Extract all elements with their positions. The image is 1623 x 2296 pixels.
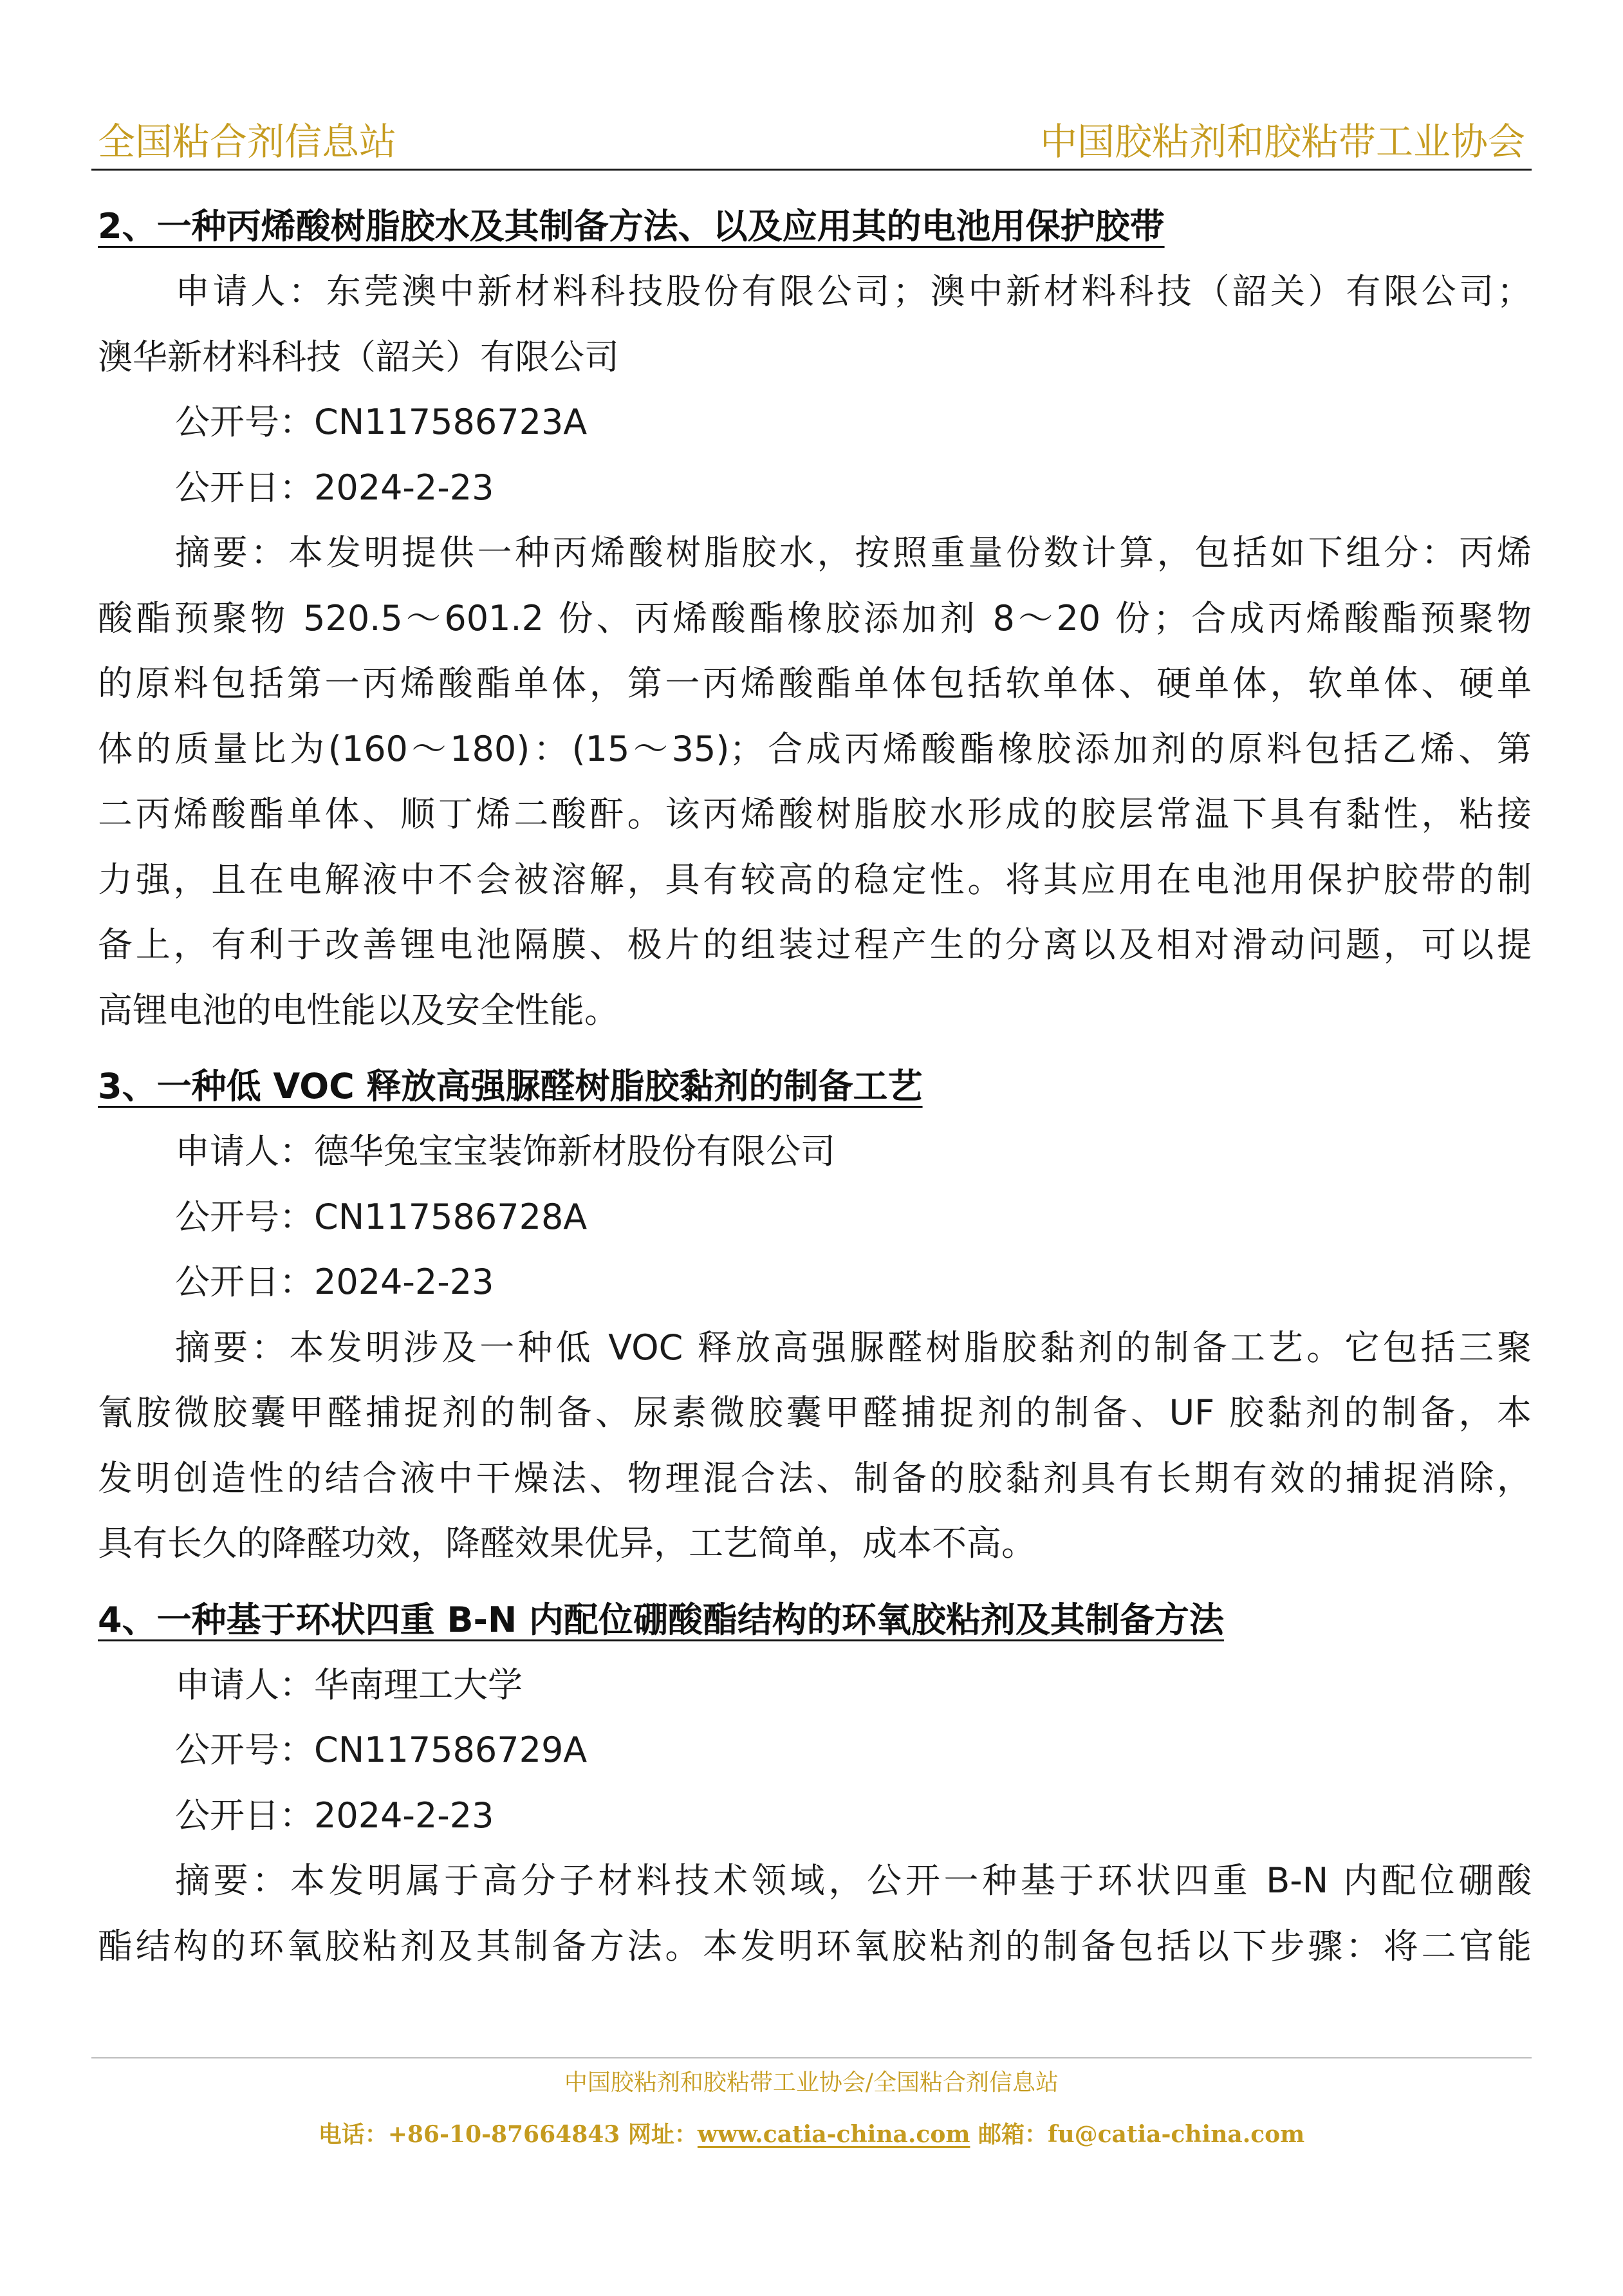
patent-list: [98, 194, 1532, 1979]
patent-applicant: 申请人：东莞澳中新材料科技股份有限公司；澳中新材料科技（韶关）有限公司；: [175, 271, 1532, 312]
patent-abstract-line: 摘要：本发明提供一种丙烯酸树脂胶水，按照重量份数计算，包括如下组分：丙烯: [175, 532, 1532, 573]
patent-entry: [98, 1588, 1532, 1979]
patent-abstract-line: 氰胺微胶囊甲醛捕捉剂的制备、尿素微胶囊甲醛捕捉剂的制备、UF 胶黏剂的制备，本: [98, 1392, 1532, 1433]
patent-title: 3、一种低 VOC 释放高强脲醛树脂胶黏剂的制备工艺: [98, 1066, 923, 1106]
patent-entry: [98, 194, 1532, 1043]
patent-abstract-line: 二丙烯酸酯单体、顺丁烯二酸酐。该丙烯酸树脂胶水形成的胶层常温下具有黏性，粘接: [98, 794, 1532, 834]
header-association-name: 中国胶粘剂和胶粘带工业协会: [1039, 120, 1525, 163]
patent-publication-number: 公开号：CN117586728A: [175, 1196, 588, 1237]
footer-phone: 电话：+86-10-87664843 网址：: [318, 2121, 698, 2148]
patent-publication-date: 公开日：2024-2-23: [175, 1795, 494, 1836]
patent-abstract-line: 体的质量比为(160～180)：(15～35)；合成丙烯酸酯橡胶添加剂的原料包括乙烯、第: [98, 728, 1532, 769]
footer-divider: [91, 2057, 1532, 2058]
patent-publication-date: 公开日：2024-2-23: [175, 467, 494, 508]
patent-publication-number: 公开号：CN117586729A: [175, 1730, 588, 1770]
patent-applicant: 申请人：德华兔宝宝装饰新材股份有限公司: [175, 1131, 835, 1171]
patent-abstract-line: 高锂电池的电性能以及安全性能。: [98, 989, 619, 1031]
patent-entry: [98, 1054, 1532, 1576]
patent-abstract-line: 发明创造性的结合液中干燥法、物理混合法、制备的胶黏剂具有长期有效的捕捉消除，: [98, 1457, 1532, 1498]
patent-abstract-line: 力强，且在电解液中不会被溶解，具有较高的稳定性。将其应用在电池用保护胶带的制: [98, 859, 1532, 900]
footer-email: 邮箱：fu@catia-china.com: [970, 2121, 1305, 2148]
patent-abstract-line: 酸酯预聚物 520.5～601.2 份、丙烯酸酯橡胶添加剂 8～20 份；合成丙烯酸酯预聚物: [98, 597, 1532, 639]
patent-title: 2、一种丙烯酸树脂胶水及其制备方法、以及应用其的电池用保护胶带: [98, 206, 1165, 247]
patent-publication-date: 公开日：2024-2-23: [175, 1262, 494, 1302]
spacer: [98, 1043, 1532, 1054]
patent-applicant: 申请人：华南理工大学: [175, 1664, 523, 1705]
patent-abstract-line: 备上，有利于改善锂电池隔膜、极片的组装过程产生的分离以及相对滑动问题，可以提: [98, 924, 1532, 965]
footer-website-link[interactable]: www.catia-china.com: [697, 2121, 970, 2148]
patent-abstract-line: 具有长久的降醛功效，降醛效果优异，工艺简单，成本不高。: [98, 1523, 1036, 1563]
header-site-name: 全国粘合剂信息站: [98, 120, 397, 163]
footer-organization: 中国胶粘剂和胶粘带工业协会/全国粘合剂信息站: [564, 2069, 1059, 2096]
page-header: [98, 115, 1525, 169]
patent-abstract-line: 摘要：本发明属于高分子材料技术领域，公开一种基于环状四重 B-N 内配位硼酸: [175, 1860, 1532, 1901]
header-divider: [91, 169, 1532, 171]
patent-publication-number: 公开号：CN117586723A: [175, 402, 588, 442]
patent-abstract-line: 酯结构的环氧胶粘剂及其制备方法。本发明环氧胶粘剂的制备包括以下步骤：将二官能: [98, 1925, 1532, 1966]
spacer: [98, 1576, 1532, 1588]
patent-applicant-continued: 澳华新材料科技（韶关）有限公司: [98, 336, 619, 377]
patent-abstract-line: 摘要：本发明涉及一种低 VOC 释放高强脲醛树脂胶黏剂的制备工艺。它包括三聚: [175, 1327, 1532, 1368]
patent-abstract-line: 的原料包括第一丙烯酸酯单体，第一丙烯酸酯单体包括软单体、硬单体，软单体、硬单: [98, 663, 1532, 704]
patent-title: 4、一种基于环状四重 B-N 内配位硼酸酯结构的环氧胶粘剂及其制备方法: [98, 1599, 1224, 1640]
footer-contact: [0, 2116, 1623, 2152]
